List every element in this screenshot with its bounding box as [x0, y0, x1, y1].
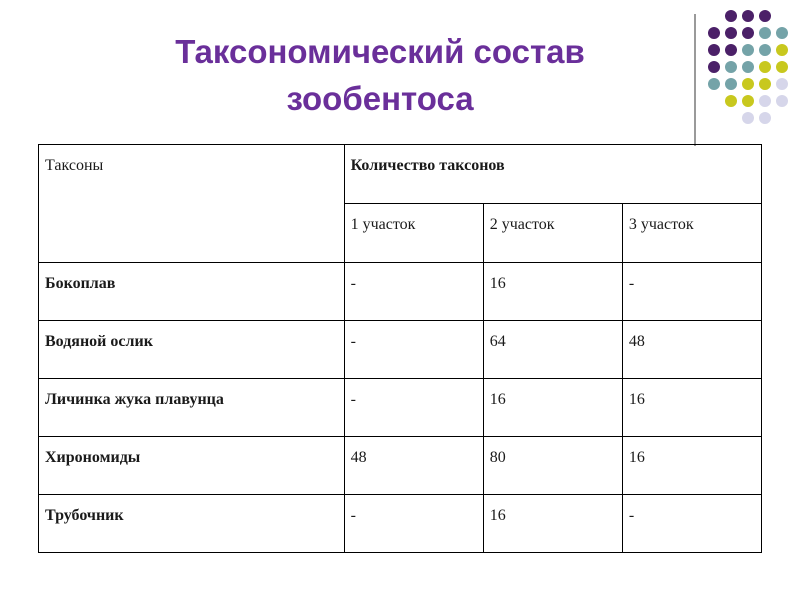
decorative-divider: [694, 14, 696, 146]
taxon-count: 48: [622, 321, 761, 379]
decorative-dot: [725, 61, 737, 73]
decorative-dot: [759, 95, 771, 107]
page-title: [100, 28, 660, 122]
header-site-3: 3 участок: [622, 204, 761, 263]
decorative-dot: [742, 61, 754, 73]
decorative-dot: [776, 27, 788, 39]
taxon-count: 16: [483, 495, 622, 553]
decorative-dot: [759, 112, 771, 124]
taxon-name: Бокоплав: [39, 263, 345, 321]
decorative-dot: [776, 44, 788, 56]
taxon-count: 64: [483, 321, 622, 379]
decorative-dot: [776, 61, 788, 73]
decorative-dot-grid: [708, 10, 788, 130]
table-header-row: [39, 145, 762, 204]
decorative-dot: [776, 95, 788, 107]
table-row: [39, 495, 762, 553]
decorative-dot: [708, 27, 720, 39]
taxa-table: [38, 144, 762, 553]
taxon-name: Водяной ослик: [39, 321, 345, 379]
title-line-2: зообентоса: [286, 80, 474, 117]
taxon-count: 80: [483, 437, 622, 495]
decorative-dot: [742, 44, 754, 56]
decorative-dot: [725, 27, 737, 39]
decorative-dot: [759, 61, 771, 73]
header-count: Количество таксонов: [344, 145, 761, 204]
header-taxa: Таксоны: [39, 145, 345, 263]
decorative-dot: [708, 78, 720, 90]
decorative-dot: [708, 61, 720, 73]
taxon-count: -: [622, 495, 761, 553]
decorative-dot: [742, 10, 754, 22]
taxon-count: -: [344, 495, 483, 553]
decorative-dot: [742, 78, 754, 90]
decorative-dot: [759, 78, 771, 90]
taxon-count: -: [344, 263, 483, 321]
decorative-dot: [742, 95, 754, 107]
taxon-count: 16: [622, 437, 761, 495]
decorative-dot: [742, 27, 754, 39]
table-row: [39, 437, 762, 495]
decorative-dot: [759, 27, 771, 39]
taxon-count: 16: [483, 379, 622, 437]
decorative-dot: [725, 44, 737, 56]
header-site-1: 1 участок: [344, 204, 483, 263]
decorative-dot: [725, 10, 737, 22]
taxon-count: 16: [483, 263, 622, 321]
taxon-count: 16: [622, 379, 761, 437]
decorative-dot: [759, 10, 771, 22]
decorative-dot: [725, 95, 737, 107]
table-row: [39, 321, 762, 379]
taxon-count: -: [344, 321, 483, 379]
decorative-dot: [725, 78, 737, 90]
table-row: [39, 263, 762, 321]
taxon-count: -: [344, 379, 483, 437]
taxon-count: 48: [344, 437, 483, 495]
taxon-name: Трубочник: [39, 495, 345, 553]
taxon-name: Личинка жука плавунца: [39, 379, 345, 437]
decorative-dot: [708, 44, 720, 56]
taxon-count: -: [622, 263, 761, 321]
taxon-name: Хирономиды: [39, 437, 345, 495]
header-site-2: 2 участок: [483, 204, 622, 263]
table-row: [39, 379, 762, 437]
title-line-1: Таксономический состав: [175, 33, 585, 70]
decorative-dot: [776, 78, 788, 90]
decorative-dot: [759, 44, 771, 56]
decorative-dot: [742, 112, 754, 124]
